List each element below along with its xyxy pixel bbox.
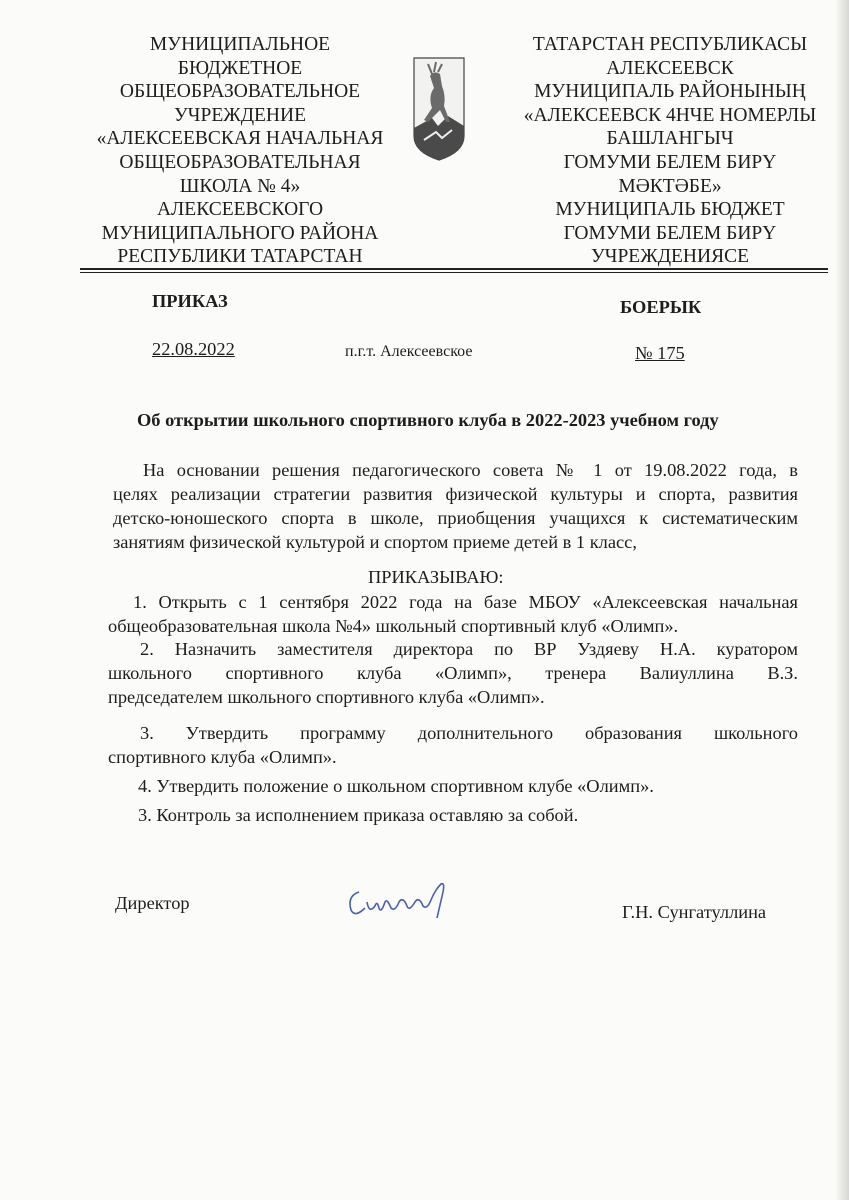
- item-line: председателем школьного спортивного клуба «Олимп».: [108, 687, 545, 707]
- header-divider: [80, 268, 828, 273]
- header-line: МӘКТӘБЕ»: [618, 175, 722, 197]
- header-line: АЛЕКСЕЕВСК: [606, 57, 734, 79]
- header-line: БЮДЖЕТНОЕ: [177, 57, 303, 79]
- signer-name: Г.Н. Сунгатуллина: [622, 902, 767, 922]
- header-left-ru: [80, 33, 400, 269]
- header-line: «АЛЕКСЕЕВСКАЯ НАЧАЛЬНАЯ: [96, 128, 384, 150]
- order-title: Об открытии школьного спортивного клуба в 2022-2023 учебном году: [137, 410, 719, 430]
- preamble-line: детско-юношеского спорта в школе, приобщения учащихся к систематическим: [113, 508, 798, 528]
- order-number: № 175: [635, 343, 685, 363]
- header-line: УЧРЕЖДЕНИЕ: [174, 104, 306, 126]
- order-date: 22.08.2022: [152, 339, 235, 359]
- header-line: РЕСПУБЛИКИ ТАТАРСТАН: [117, 246, 363, 268]
- coat-of-arms-deer-icon: [412, 56, 466, 166]
- item-line: 1. Открыть с 1 сентября 2022 года на базе МБОУ «Алексеевская начальная: [133, 592, 798, 612]
- preamble-line: целях реализации стратегии развития физической культуры и спорта, развития: [113, 484, 798, 504]
- header-line: ОБЩЕОБРАЗОВАТЕЛЬНОЕ: [119, 81, 361, 103]
- header-right-tt: [500, 33, 840, 269]
- header-line: БАШЛАНГЫЧ: [606, 128, 734, 150]
- item-line: 3. Контроль за исполнением приказа оставляю за собой.: [138, 805, 579, 825]
- item-line: 2. Назначить заместителя директора по ВР Уздяеву Н.А. куратором: [140, 639, 798, 659]
- item-line: спортивного клуба «Олимп».: [108, 747, 337, 767]
- preamble-line: На основании решения педагогического совета № 1 от 19.08.2022 года, в: [143, 460, 798, 480]
- order-label-ru: ПРИКАЗ: [152, 291, 228, 311]
- header-line: «АЛЕКСЕЕВСК 4НЧЕ НОМЕРЛЫ: [523, 104, 817, 126]
- header-line: ШКОЛА № 4»: [179, 175, 301, 197]
- item-line: школьного спортивного клуба «Олимп», тренера Валиуллина В.З.: [108, 663, 798, 683]
- header-line: ГОМУМИ БЕЛЕМ БИРҮ: [563, 222, 777, 244]
- command-word: ПРИКАЗЫВАЮ:: [368, 567, 504, 587]
- item-line: 3. Утвердить программу дополнительного образования школьного: [140, 723, 798, 743]
- header-line: МУНИЦИПАЛЬ БЮДЖЕТ: [555, 199, 785, 221]
- header-line: ТАТАРСТАН РЕСПУБЛИКАСЫ: [532, 34, 808, 55]
- order-place: п.г.т. Алексеевское: [345, 343, 473, 360]
- order-label-tt: БОЕРЫК: [620, 297, 702, 317]
- handwritten-signature: [345, 878, 465, 928]
- header-line: МУНИЦИПАЛЬ РАЙОНЫНЫҢ: [534, 81, 806, 103]
- header-line: МУНИЦИПАЛЬНОГО РАЙОНА: [101, 222, 379, 244]
- item-line: общеобразовательная школа №4» школьный спортивный клуб «Олимп».: [108, 616, 679, 636]
- preamble-line: занятиям физической культурой и спортом приеме детей в 1 класс,: [113, 532, 637, 552]
- header-line: ОБЩЕОБРАЗОВАТЕЛЬНАЯ: [119, 151, 361, 173]
- item-line: 4. Утвердить положение о школьном спортивном клубе «Олимп».: [138, 776, 654, 796]
- header-line: УЧРЕЖДЕНИЯСЕ: [590, 246, 749, 268]
- header-line: ГОМУМИ БЕЛЕМ БИРҮ: [563, 151, 777, 173]
- header-line: МУНИЦИПАЛЬНОЕ: [149, 34, 331, 55]
- header-line: АЛЕКСЕЕВСКОГО: [156, 199, 324, 221]
- signer-position: Директор: [115, 893, 190, 913]
